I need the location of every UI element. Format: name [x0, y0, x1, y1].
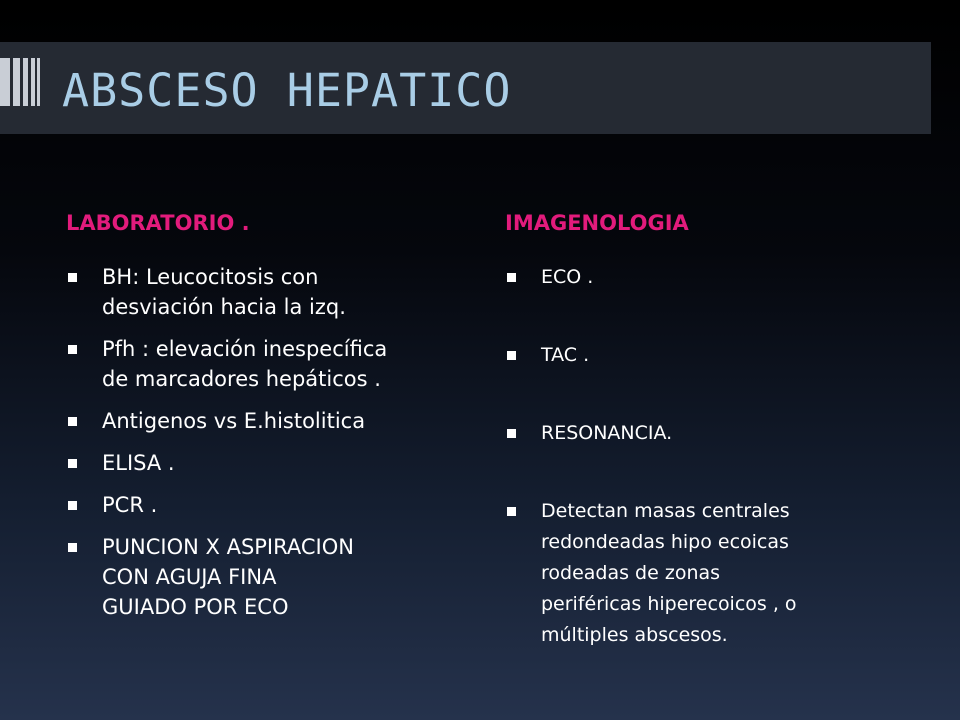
square-bullet-icon [507, 273, 516, 282]
square-bullet-icon [507, 351, 516, 360]
square-bullet-icon [68, 543, 77, 552]
list-item-text: Detectan masas centrales redondeadas hipo ecoicas rodeadas de zonas periféricas hiperecoicos , o múltiples abscesos. [541, 500, 797, 646]
list-item [66, 406, 466, 436]
list-item [505, 340, 900, 371]
square-bullet-icon [68, 459, 77, 468]
list-item [66, 262, 466, 322]
list-item-text: PCR . [102, 493, 158, 517]
list-item-text: PUNCION X ASPIRACION CON AGUJA FINA GUIADO POR ECO [102, 535, 354, 619]
list-item [66, 334, 466, 394]
list-item-text: ECO . [541, 266, 594, 288]
square-bullet-icon [507, 507, 516, 516]
list-item [66, 532, 466, 622]
slide-title: ABSCESO HEPATICO [62, 64, 512, 117]
list-item [66, 448, 466, 478]
imagenologia-list [505, 262, 900, 651]
imagenologia-heading: IMAGENOLOGIA [505, 211, 689, 235]
square-bullet-icon [68, 273, 77, 282]
list-item-text: Antigenos vs E.histolitica [102, 409, 366, 433]
list-item [505, 418, 900, 449]
list-item-text: TAC . [541, 344, 590, 366]
laboratorio-list [66, 262, 466, 622]
square-bullet-icon [68, 417, 77, 426]
list-item [66, 490, 466, 520]
list-item-text: ELISA . [102, 451, 175, 475]
imagenologia-column [505, 262, 900, 698]
list-item [505, 496, 900, 651]
square-bullet-icon [68, 345, 77, 354]
square-bullet-icon [507, 429, 516, 438]
list-item-text: Pfh : elevación inespecífica de marcadores hepáticos . [102, 337, 388, 391]
laboratorio-heading: LABORATORIO . [66, 211, 250, 235]
list-item [505, 262, 900, 293]
list-item-text: RESONANCIA. [541, 422, 673, 444]
list-item-text: BH: Leucocitosis con desviación hacia la izq. [102, 265, 346, 319]
vertical-stripes-icon [0, 58, 40, 106]
square-bullet-icon [68, 501, 77, 510]
laboratorio-column [66, 262, 466, 634]
